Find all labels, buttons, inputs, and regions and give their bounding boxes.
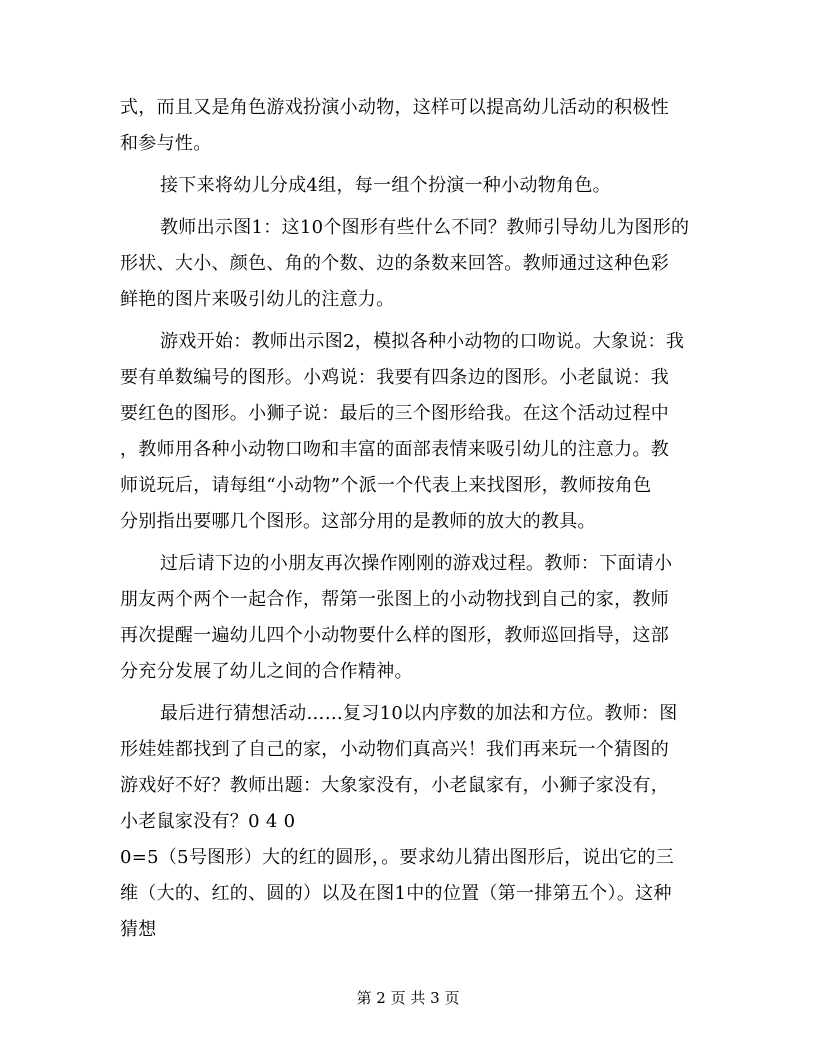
text-line-5: 形状、大小、颜色、角的个数、边的条数来回答。教师通过这种色彩 [120, 253, 669, 274]
text-line-9: 要红色的图形。小狮子说：最后的三个图形给我。在这个活动过程中 [120, 403, 669, 424]
text-line-2: 和参与性。 [120, 133, 212, 154]
text-line-7: 游戏开始：教师出示图2，模拟各种小动物的口吻说。大象说：我 [160, 331, 685, 352]
text-line-8: 要有单数编号的图形。小鸡说：我要有四条边的图形。小老鼠说：我 [120, 367, 669, 388]
text-line-18: 形娃娃都找到了自己的家，小动物们真高兴！我们再来玩一个猜图的 [120, 739, 669, 760]
text-line-16: 分充分发展了幼儿之间的合作精神。 [120, 661, 413, 682]
text-line-15: 再次提醒一遍幼儿四个小动物要什么样的图形，教师巡回指导，这部 [120, 625, 669, 646]
text-line-21: 0=5（5号图形）大的红的圆形，。要求幼儿猜出图形后，说出它的三 [120, 847, 675, 868]
page-footer: 第 2 页 共 3 页 [356, 989, 460, 1007]
text-line-12: 分别指出要哪几个图形。这部分用的是教师的放大的教具。 [120, 511, 596, 532]
text-line-17: 最后进行猜想活动……复习10以内序数的加法和方位。教师：图 [160, 703, 678, 724]
text-line-1: 式，而且又是角色游戏扮演小动物，这样可以提高幼儿活动的积极性 [120, 97, 669, 118]
text-line-4: 教师出示图1：这10个图形有些什么不同？教师引导幼儿为图形的 [160, 217, 690, 238]
text-line-11: 师说玩后，请每组“小动物”个派一个代表上来找图形，教师按角色 [120, 475, 652, 496]
text-line-3: 接下来将幼儿分成4组，每一组个扮演一种小动物角色。 [160, 175, 611, 196]
text-line-13: 过后请下边的小朋友再次操作刚刚的游戏过程。教师：下面请小 [160, 553, 673, 574]
text-line-6: 鲜艳的图片来吸引幼儿的注意力。 [120, 289, 395, 310]
text-line-20: 小老鼠家没有？0 4 0 [120, 811, 296, 832]
text-line-23: 猜想 [120, 919, 157, 940]
text-line-19: 游戏好不好？教师出题：大象家没有，小老鼠家有，小狮子家没有， [120, 775, 669, 796]
text-line-22: 维（大的、红的、圆的）以及在图1中的位置（第一排第五个）。这种 [120, 883, 672, 904]
text-line-14: 朋友两个两个一起合作，帮第一张图上的小动物找到自己的家，教师 [120, 589, 669, 610]
text-line-10: ，教师用各种小动物口吻和丰富的面部表情来吸引幼儿的注意力。教 [120, 439, 669, 460]
